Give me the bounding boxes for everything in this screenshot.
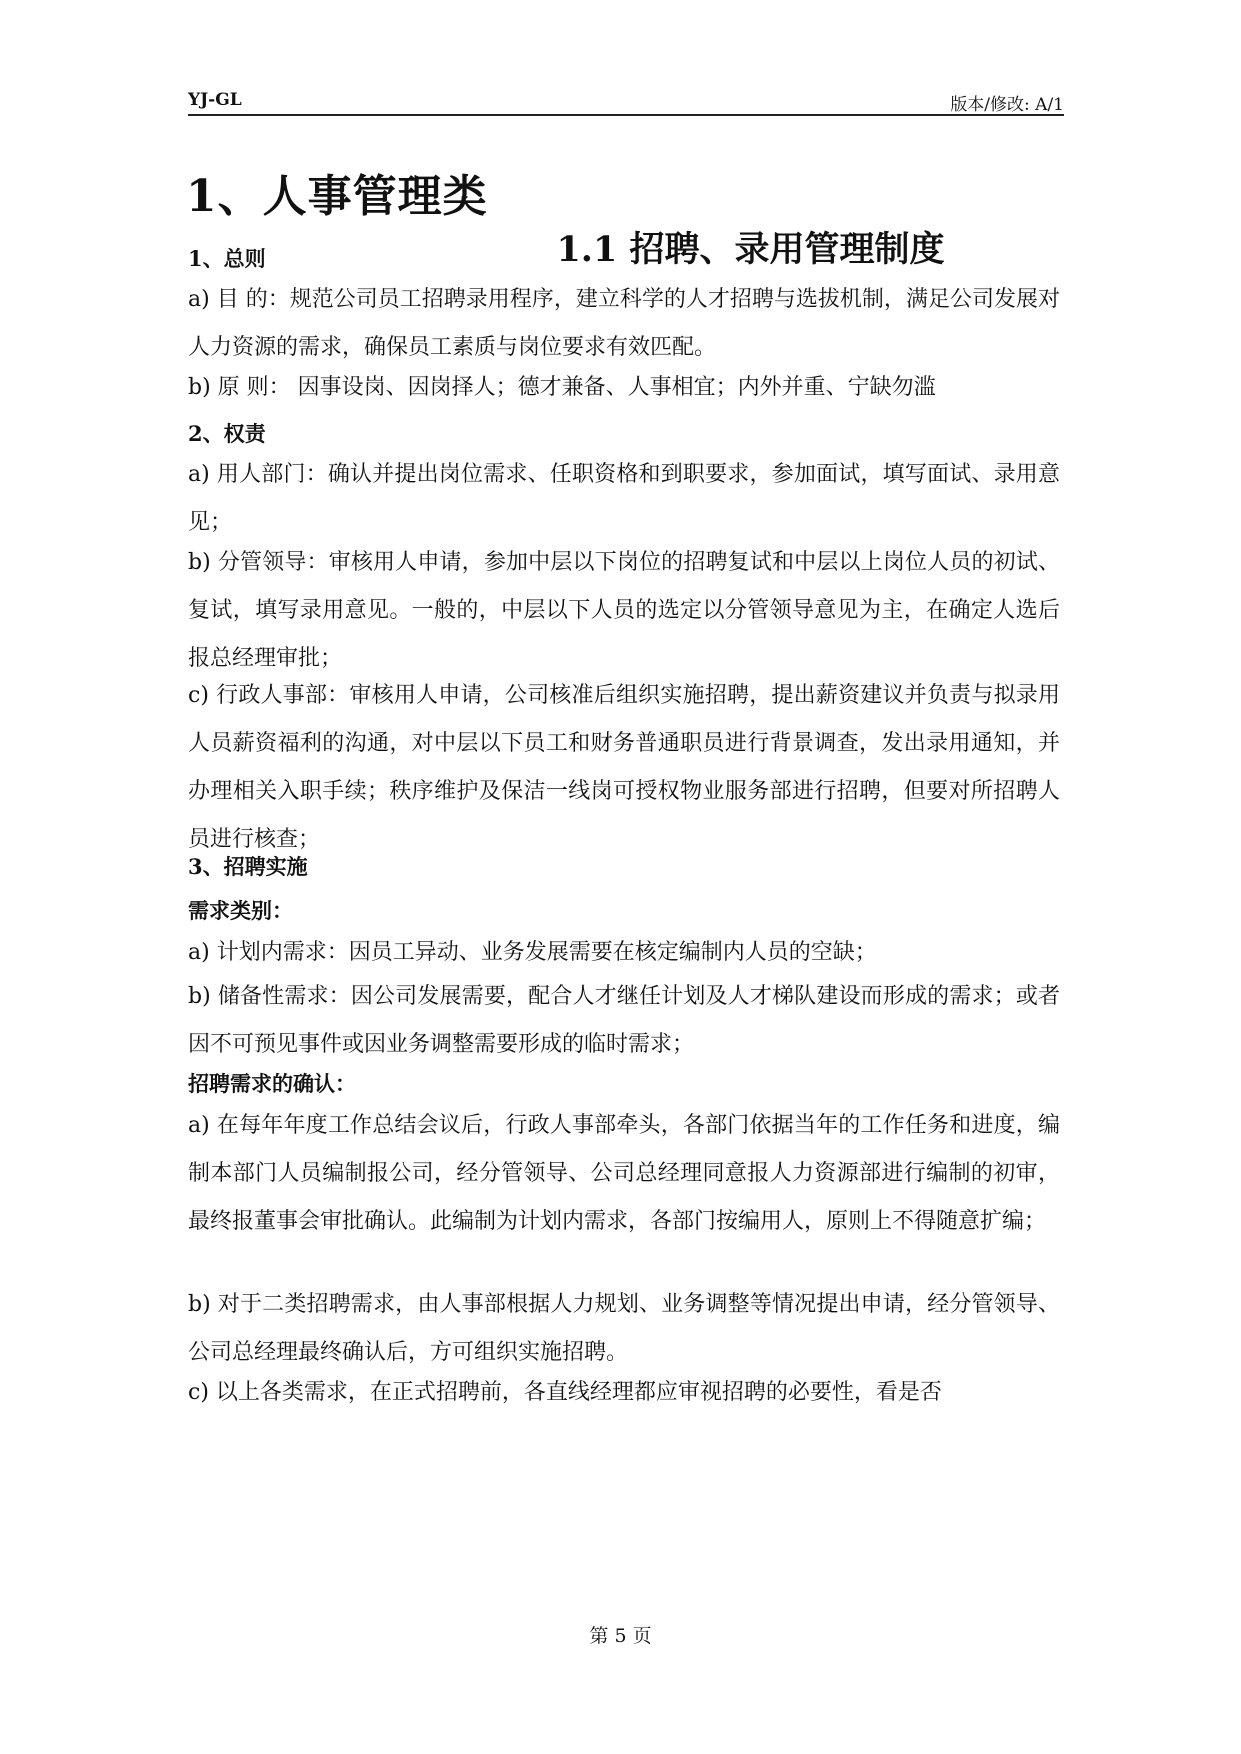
page-number: 第 5 页 — [589, 1625, 652, 1647]
para-principle: b) 原 则： 因事设岗、因岗择人；德才兼备、人事相宜；内外并重、宁缺勿滥 — [188, 375, 936, 400]
para-purpose: a) 目 的：规范公司员工招聘录用程序，建立科学的人才招聘与选拔机制，满足公司发展对人力资源的需求，确保员工素质与岗位要求有效匹配。 — [188, 287, 1060, 360]
page-header — [188, 88, 1064, 116]
document-code: YJ-GL — [188, 90, 242, 110]
para-confirm-b: b) 对于二类招聘需求，由人事部根据人力规划、业务调整等情况提出申请，经分管领导、公司总经理最终确认后，方可组织实施招聘。 — [188, 1292, 1060, 1365]
para-planned-demand: a) 计划内需求：因员工异动、业务发展需要在核定编制内人员的空缺； — [188, 940, 877, 965]
para-hr: c) 行政人事部：审核用人申请，公司核准后组织实施招聘，提出薪资建议并负责与拟录用人员薪资福利的沟通，对中层以下员工和财务普通职员进行背景调查，发出录用通知，并办理相关入职手续；秩序维护及保洁一线岗可授权物业服务部进行招聘，但要对所招聘人员进行核查； — [188, 683, 1060, 852]
heading-general: 1、总则 — [188, 246, 266, 271]
heading-responsibility: 2、权责 — [188, 421, 266, 446]
para-confirm-c: c) 以上各类需求，在正式招聘前，各直线经理都应审视招聘的必要性，看是否 — [188, 1380, 942, 1405]
para-leader: b) 分管领导：审核用人申请，参加中层以下岗位的招聘复试和中层以上岗位人员的初试、复试，填写录用意见。一般的，中层以下人员的选定以分管领导意见为主，在确定人选后报总经理审批； — [188, 550, 1060, 671]
heading-demand-type: 需求类别： — [188, 898, 293, 923]
heading-recruitment: 3、招聘实施 — [188, 854, 308, 879]
heading-demand-confirm: 招聘需求的确认： — [188, 1071, 356, 1096]
version-label: 版本/修改: A/1 — [950, 95, 1064, 115]
section-title-text: 1.1 招聘、录用管理制度 — [556, 229, 945, 270]
para-reserve-demand: b) 储备性需求：因公司发展需要，配合人才继任计划及人才梯队建设而形成的需求；或者因不可预见事件或因业务调整需要形成的临时需求； — [188, 984, 1060, 1057]
para-dept: a) 用人部门：确认并提出岗位需求、任职资格和到职要求，参加面试，填写面试、录用意见； — [188, 462, 1060, 535]
chapter-title: 1、人事管理类 — [186, 171, 488, 222]
para-confirm-a: a) 在每年年度工作总结会议后，行政人事部牵头，各部门依据当年的工作任务和进度，编制本部门人员编制报公司，经分管领导、公司总经理同意报人力资源部进行编制的初审，最终报董事会审批确认。此编制为计划内需求，各部门按编用人，原则上不得随意扩编； — [188, 1113, 1060, 1234]
